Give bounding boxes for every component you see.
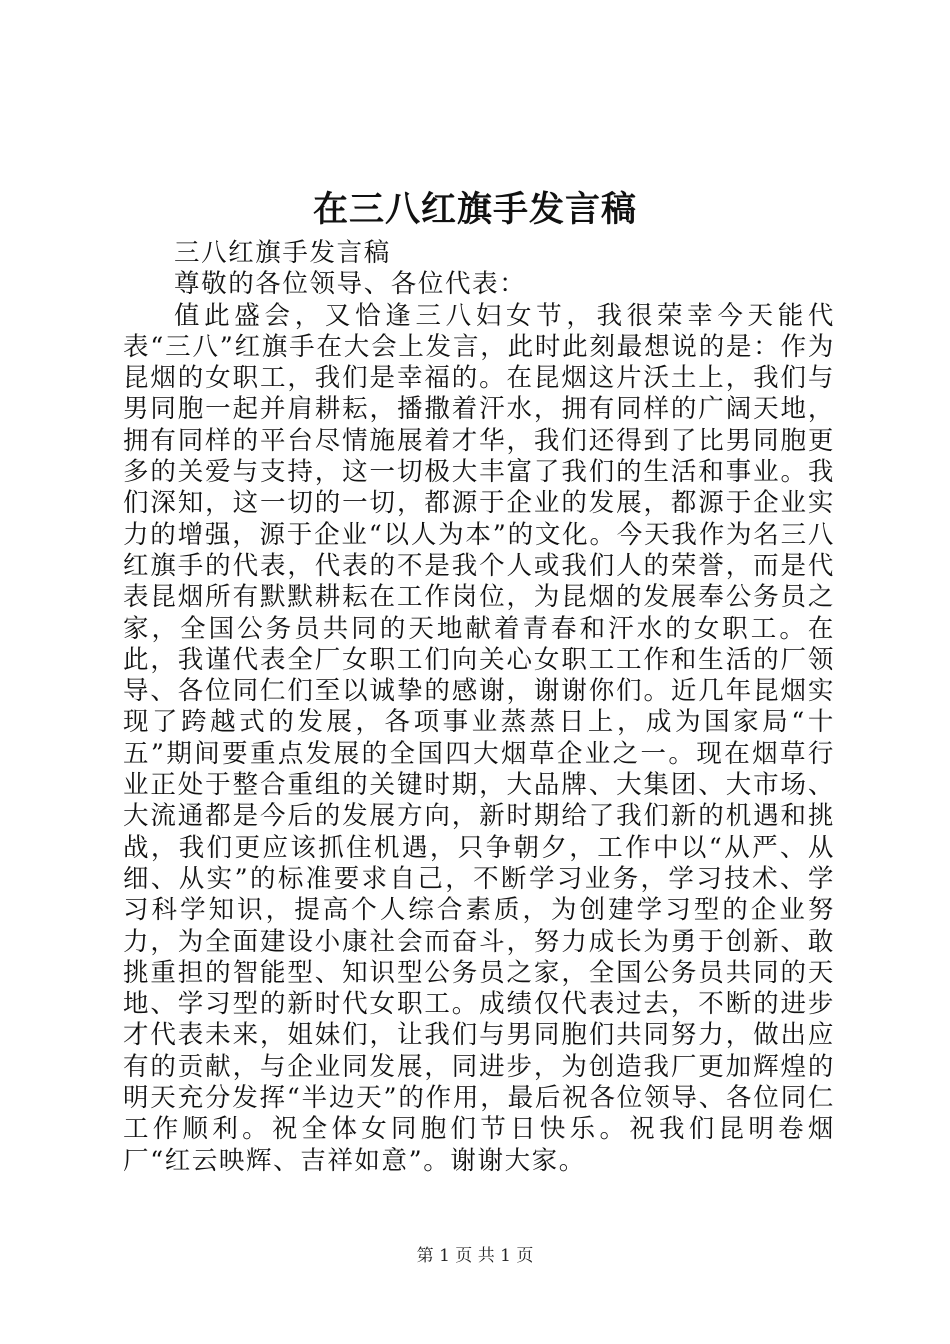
subtitle-paragraph: 三八红旗手发言稿 [174,238,391,268]
document-title: 在三八红旗手发言稿 [312,189,637,230]
document-body [123,238,835,1177]
salutation-paragraph: 尊敬的各位领导、各位代表： [174,269,527,300]
speech-paragraph: 值此盛会，又恰逢三八妇女节，我很荣幸今天能代表“三八”红旗手在大会上发言，此时此刻最想说的是：作为昆烟的女职工，我们是幸福的。在昆烟这片沃土上，我们与男同胞一起并肩耕耘，播撒着汗水，拥有同样的广阔天地，拥有同样的平台尽情施展着才华，我们还得到了比男同胞更多的关爱与支持，这一切极大丰富了我们的生活和事业。我们深知，这一切的一切，都源于企业的发展，都源于企业实力的增强，源于企业“以人为本”的文化。今天我作为名三八红旗手的代表，代表的不是我个人或我们人的荣誉，而是代表昆烟所有默默耕耘在工作岗位，为昆烟的发展奉公务员之家，全国公务员共同的天地献着青春和汗水的女职工。在此，我谨代表全厂女职工们向关心女职工工作和生活的厂领导、各位同仁们至以诚挚的感谢，谢谢你们。近几年昆烟实现了跨越式的发展，各项事业蒸蒸日上，成为国家局“十五”期间要重点发展的全国四大烟草企业之一。现在烟草行业正处于整合重组的关键时期，大品牌、大集团、大市场、大流通都是今后的发展方向，新时期给了我们新的机遇和挑战，我们更应该抓住机遇，只争朝夕，工作中以“从严、从细、从实”的标准要求自己，不断学习业务，学习技术、学习科学知识，提高个人综合素质，为创建学习型的企业努力，为全面建设小康社会而奋斗，努力成长为勇于创新、敢挑重担的智能型、知识型公务员之家，全国公务员共同的天地、学习型的新时代女职工。成绩仅代表过去，不断的进步才代表未来，姐妹们，让我们与男同胞们共同努力，做出应有的贡献，与企业同发展，同进步，为创造我厂更加辉煌的明天充分发挥“半边天”的作用，最后祝各位领导、各位同仁工作顺利。祝全体女同胞们节日快乐。祝我们昆明卷烟厂“红云映辉、吉祥如意”。谢谢大家。 [123,300,835,1176]
page-number-footer: 第 1 页 共 1 页 [416,1246,534,1266]
